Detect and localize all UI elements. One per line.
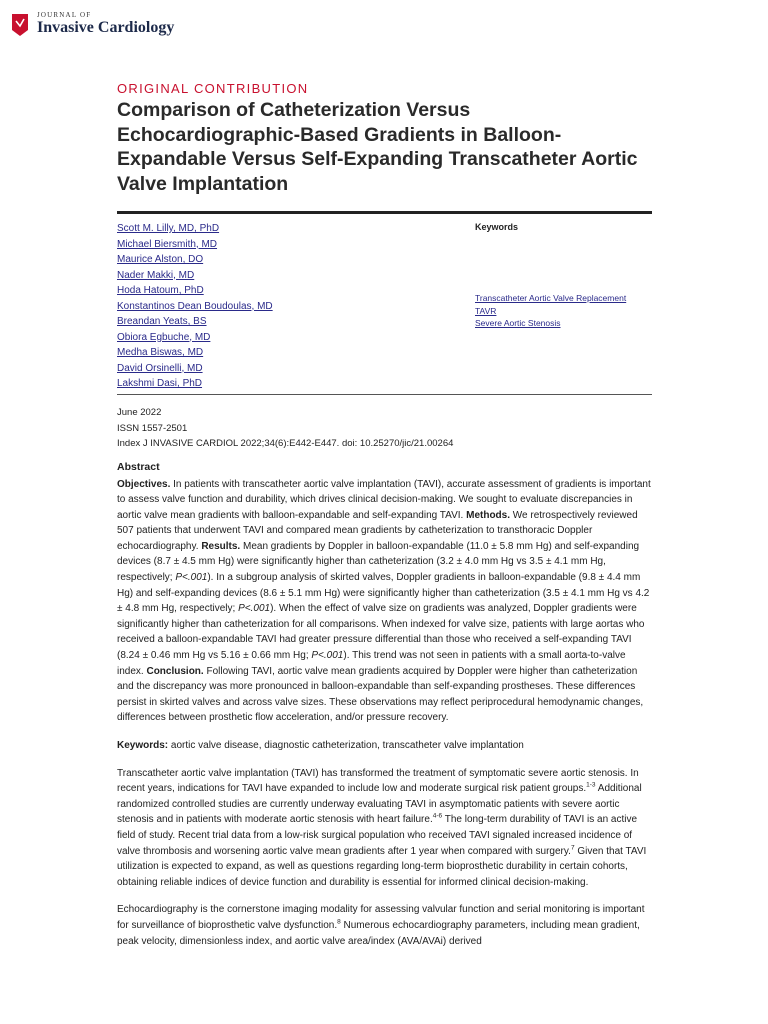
conclusion-text: Following TAVI, aortic valve mean gradients acquired by Doppler were higher than catheterization and the discrepancy was more pronounced in balloon-expandable than self-expanding prostheses. These differences persist in skirted valves and across valve sizes. These observations may reflect periprocedural hemodynamic changes, differences between prosthetic flow acceleration, and/or pressure recovery. — [117, 665, 644, 724]
authors-keywords-block — [117, 214, 652, 394]
results-text: ). When the effect of valve size on gradients was analyzed, Doppler gradients were significantly higher than catheterization for all comparisons. When indexed for valve size, patients with large aortas who received a balloon-expandable TAVI had greater pressure differential than those who received a self-expanding TAVI (8.24 ± 0.46 mm Hg vs 5.16 ± 0.66 mm Hg; — [117, 603, 645, 662]
body-text: Transcatheter aortic valve implantation (TAVI) has transformed the treatment of symptomatic severe aortic stenosis. In recent years, indications for TAVI have expanded to include low and moderate surgical risk patient groups. — [117, 767, 639, 795]
author-link[interactable]: Konstantinos Dean Boudoulas, MD — [117, 300, 273, 312]
article — [117, 80, 652, 949]
journal-name: Invasive Cardiology — [37, 19, 175, 36]
p-value: P<.001 — [238, 603, 271, 615]
journal-masthead — [10, 9, 174, 39]
author-link[interactable]: Scott M. Lilly, MD, PhD — [117, 223, 220, 234]
abstract-heading: Abstract — [117, 460, 160, 473]
p-value: P<.001 — [311, 650, 344, 662]
methods-text: We retrospectively reviewed 507 patients that underwent TAVI and compared mean gradients by catheterization to transthoracic Doppler echocardiography. — [117, 509, 638, 552]
author-item — [117, 283, 417, 299]
reference-marker[interactable]: 7 — [570, 844, 575, 852]
reference-marker[interactable]: 4-6 — [432, 813, 443, 821]
body-paragraph — [117, 902, 652, 949]
keywords-line-label: Keywords: — [117, 740, 169, 751]
author-link[interactable]: Obiora Egbuche, MD — [117, 331, 211, 343]
author-item — [117, 345, 417, 361]
keyword-item — [475, 317, 626, 330]
author-item — [117, 361, 417, 377]
body-text: The long-term durability of TAVI is an active field of study. Recent trial data from a low-risk surgical population who received TAVI signaled increased incidence of valve thrombosis and worsening aortic valve mean gradients after 1 year when compared with surgery. — [117, 814, 638, 857]
journal-small-label: JOURNAL OF — [37, 11, 92, 19]
author-item — [117, 268, 417, 284]
author-link[interactable]: Medha Biswas, MD — [117, 347, 204, 358]
publication-date: June 2022 — [117, 407, 162, 418]
body-paragraph — [117, 766, 652, 891]
keywords-line-text: aortic valve disease, diagnostic catheterization, transcatheter valve implantation — [168, 740, 524, 751]
author-link[interactable]: Hoda Hatoum, PhD — [117, 285, 204, 296]
author-link[interactable]: Nader Makki, MD — [117, 269, 195, 281]
keyword-list — [475, 292, 626, 330]
section-label: ORIGINAL CONTRIBUTION — [117, 81, 309, 96]
author-item — [117, 237, 417, 253]
author-item — [117, 221, 417, 237]
author-item — [117, 252, 417, 268]
body-text: Echocardiography is the cornerstone imaging modality for assessing valvular function and serial monitoring is important for surveillance of bioprosthetic valve dysfunction. — [117, 904, 645, 931]
keyword-item — [475, 305, 626, 318]
article-title: Comparison of Catheterization Versus Echocardiographic-Based Gradients in Balloon-Expandable Versus Self-Expanding Transcatheter Aortic Valve Implantation — [117, 99, 638, 195]
keywords-line — [117, 738, 652, 754]
authors-divider — [117, 394, 652, 395]
objectives-text: In patients with transcatheter aortic valve implantation (TAVI), accurate assessment of gradients is important to assess valve function and durability, which drives clinical decision-making. We sought to evaluate discrepancies in aortic valve mean gradients with balloon-expandable and self-expanding TAVI. — [117, 478, 651, 521]
reference-marker[interactable]: 1-3 — [586, 781, 596, 789]
author-link[interactable]: Breandan Yeats, BS — [117, 316, 207, 327]
author-list — [117, 214, 417, 394]
methods-label: Methods. — [466, 509, 510, 521]
results-label: Results. — [201, 540, 241, 552]
keywords-sidebar — [475, 214, 652, 328]
issn: ISSN 1557-2501 — [117, 422, 188, 434]
author-item — [117, 376, 417, 392]
journal-logo-icon — [10, 11, 30, 37]
citation: Index J INVASIVE CARDIOL 2022;34(6):E442-E447. doi: 10.25270/jic/21.00264 — [117, 438, 454, 449]
keyword-link[interactable]: Severe Aortic Stenosis — [475, 318, 561, 328]
author-link[interactable]: Michael Biersmith, MD — [117, 238, 218, 250]
p-value: P<.001 — [175, 572, 208, 584]
author-item — [117, 330, 417, 346]
publication-meta — [117, 405, 652, 452]
body-text: Numerous echocardiography parameters, including mean gradient, peak velocity, dimensionless index, and aortic valve area/index (AVA/AVAi) derived — [117, 919, 640, 947]
keywords-heading: Keywords — [475, 222, 519, 232]
results-text: ). In a subgroup analysis of skirted valves, Doppler gradients in balloon-expandable (9.8 ± 4.4 mm Hg) and self-expanding devices (8.6 ± 5.1 mm Hg) were significantly higher than catheterization (3.5 ± 4.1 mm Hg vs 4.2 ± 4.8 mm Hg, respectively; — [117, 572, 650, 615]
keyword-item — [475, 292, 626, 305]
body-text: Given that TAVI utilization is expected to expand, as well as questions regarding long-term bioprosthetic durability in certain cohorts, obtaining reliable indices of device function and durability is essential for informed clinical decision-making. — [117, 845, 647, 888]
conclusion-label: Conclusion. — [146, 665, 204, 677]
author-item — [117, 299, 417, 315]
results-text: ). This trend was not seen in patients with a small aorta-to-valve index. — [117, 650, 626, 677]
keyword-link[interactable]: TAVR — [475, 305, 497, 316]
reference-marker[interactable]: 8 — [337, 918, 341, 926]
objectives-label: Objectives. — [117, 478, 171, 490]
body-text: Additional randomized controlled studies are currently underway evaluating TAVI in asymptomatic patients with severe aortic stenosis and in patients with moderate aortic stenosis with heart failure. — [117, 783, 642, 826]
keyword-link[interactable]: Transcatheter Aortic Valve Replacement — [475, 293, 627, 303]
results-text: Mean gradients by Doppler in balloon-expandable (11.0 ± 5.8 mm Hg) and self-expanding devices (8.7 ± 4.5 mm Hg) were significantly higher than catheterization (3.2 ± 4.0 mm Hg vs 3.5 ± 4.1 mm Hg, respectively; — [117, 540, 640, 584]
author-link[interactable]: Maurice Alston, DO — [117, 254, 204, 265]
author-link[interactable]: David Orsinelli, MD — [117, 362, 203, 374]
author-item — [117, 314, 417, 330]
author-link[interactable]: Lakshmi Dasi, PhD — [117, 378, 203, 389]
abstract-text — [117, 477, 652, 727]
